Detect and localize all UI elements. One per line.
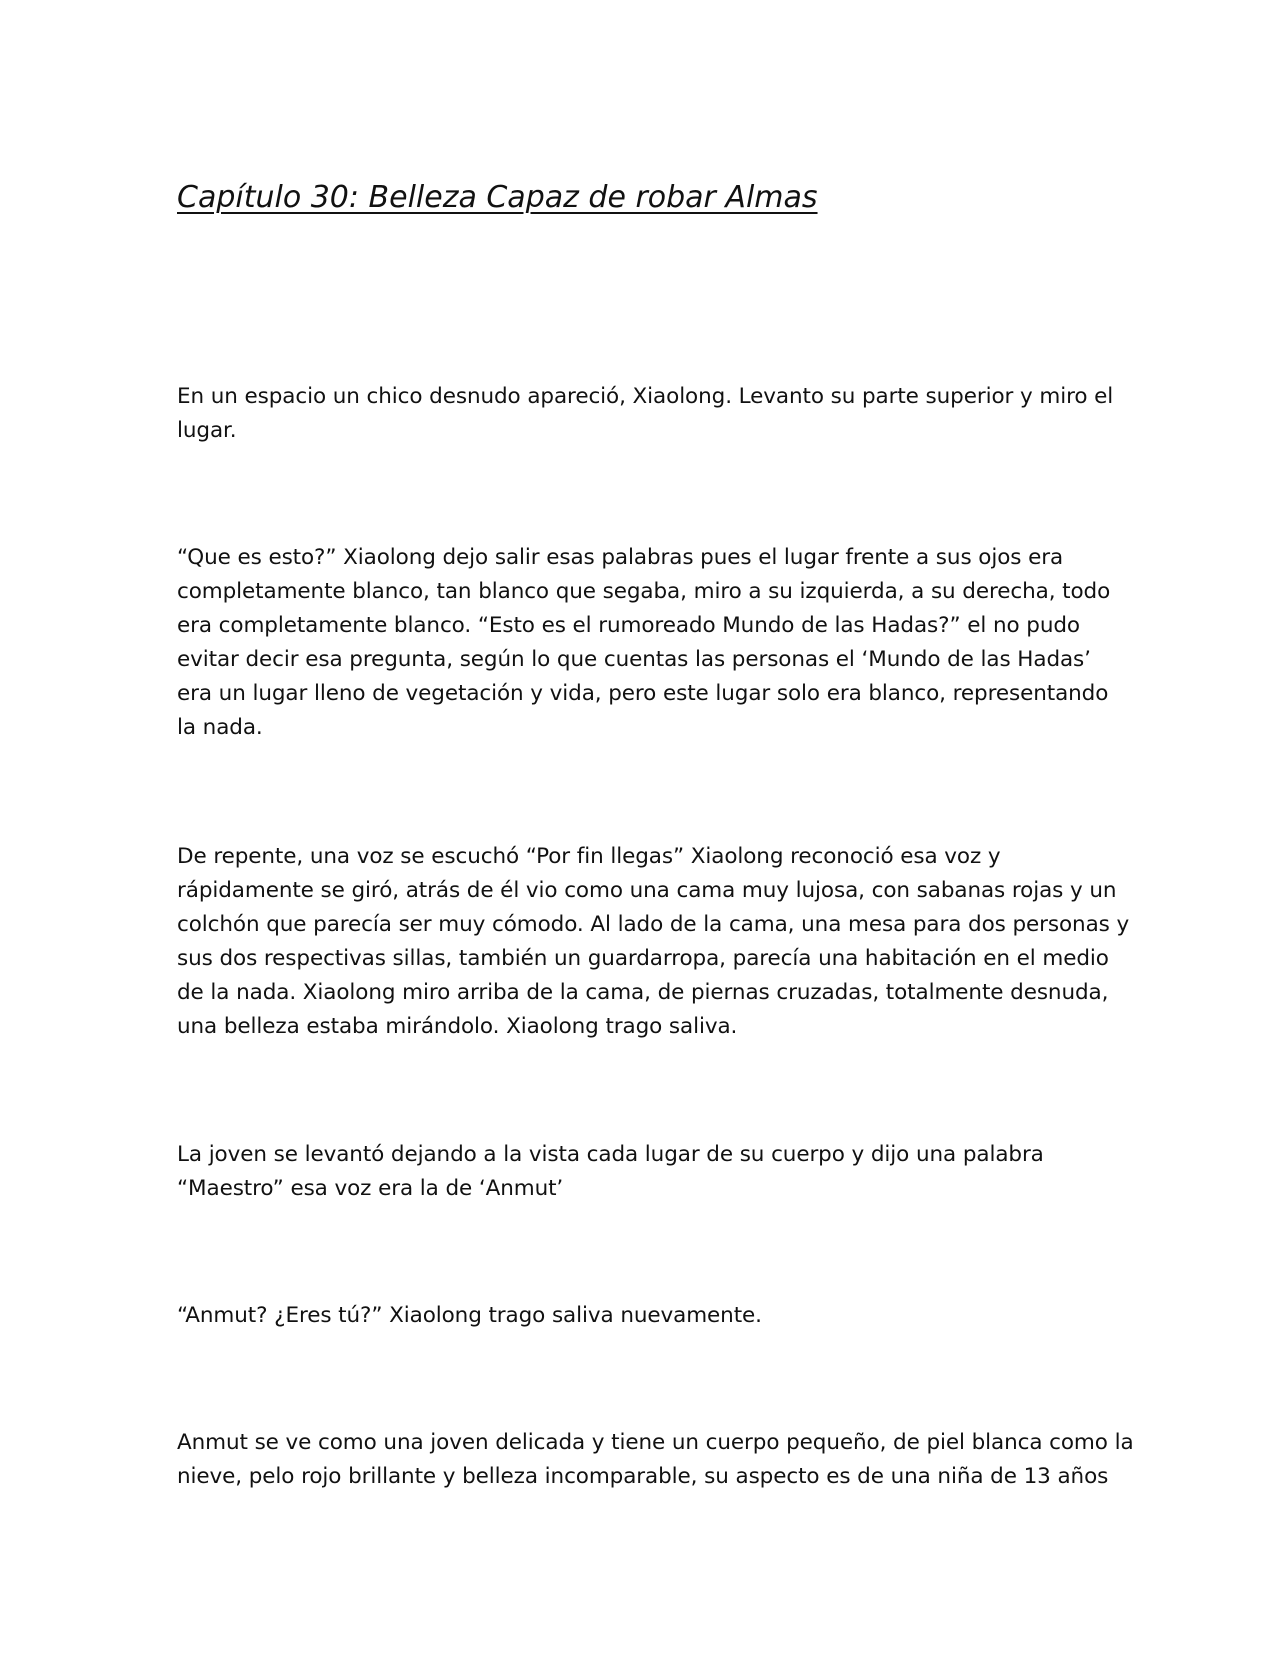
text-line: de la nada. Xiaolong miro arriba de la cama, de piernas cruzadas, totalmente desnuda, [177, 980, 1109, 1005]
paragraph [177, 1138, 1107, 1206]
text-line: completamente blanco, tan blanco que segaba, miro a su izquierda, a su derecha, todo [177, 579, 1111, 604]
paragraph [177, 541, 1111, 745]
text-line: era un lugar lleno de vegetación y vida, pero este lugar solo era blanco, representando [177, 681, 1109, 706]
text-line: “Maestro” esa voz era la de ‘Anmut’ [177, 1176, 564, 1201]
text-line: la nada. [177, 715, 263, 740]
text-line: lugar. [177, 418, 237, 443]
paragraph [177, 380, 1114, 448]
text-line: “Que es esto?” Xiaolong dejo salir esas palabras pues el lugar frente a sus ojos era [177, 545, 1064, 570]
text-line: era completamente blanco. “Esto es el rumoreado Mundo de las Hadas?” el no pudo [177, 613, 1080, 638]
text-line: colchón que parecía ser muy cómodo. Al lado de la cama, una mesa para dos personas y [177, 912, 1130, 937]
text-line: Anmut se ve como una joven delicada y tiene un cuerpo pequeño, de piel blanca como la [177, 1430, 1134, 1455]
chapter-title: Capítulo 30: Belleza Capaz de robar Almas [177, 180, 818, 215]
text-line: nieve, pelo rojo brillante y belleza incomparable, su aspecto es de una niña de 13 años [177, 1464, 1109, 1489]
text-line: una belleza estaba mirándolo. Xiaolong trago saliva. [177, 1014, 738, 1039]
text-line: La joven se levantó dejando a la vista cada lugar de su cuerpo y dijo una palabra [177, 1142, 1044, 1167]
text-line: En un espacio un chico desnudo apareció, Xiaolong. Levanto su parte superior y miro el [177, 384, 1114, 409]
text-line: De repente, una voz se escuchó “Por fin llegas” Xiaolong reconoció esa voz y [177, 844, 1001, 869]
text-line: evitar decir esa pregunta, según lo que cuentas las personas el ‘Mundo de las Hadas’ [177, 647, 1091, 672]
text-line: rápidamente se giró, atrás de él vio como una cama muy lujosa, con sabanas rojas y un [177, 878, 1117, 903]
paragraph [177, 1299, 1107, 1333]
paragraph [177, 840, 1130, 1044]
text-line: “Anmut? ¿Eres tú?” Xiaolong trago saliva nuevamente. [177, 1303, 762, 1328]
paragraph [177, 1426, 1134, 1494]
text-line: sus dos respectivas sillas, también un guardarropa, parecía una habitación en el medio [177, 946, 1109, 971]
